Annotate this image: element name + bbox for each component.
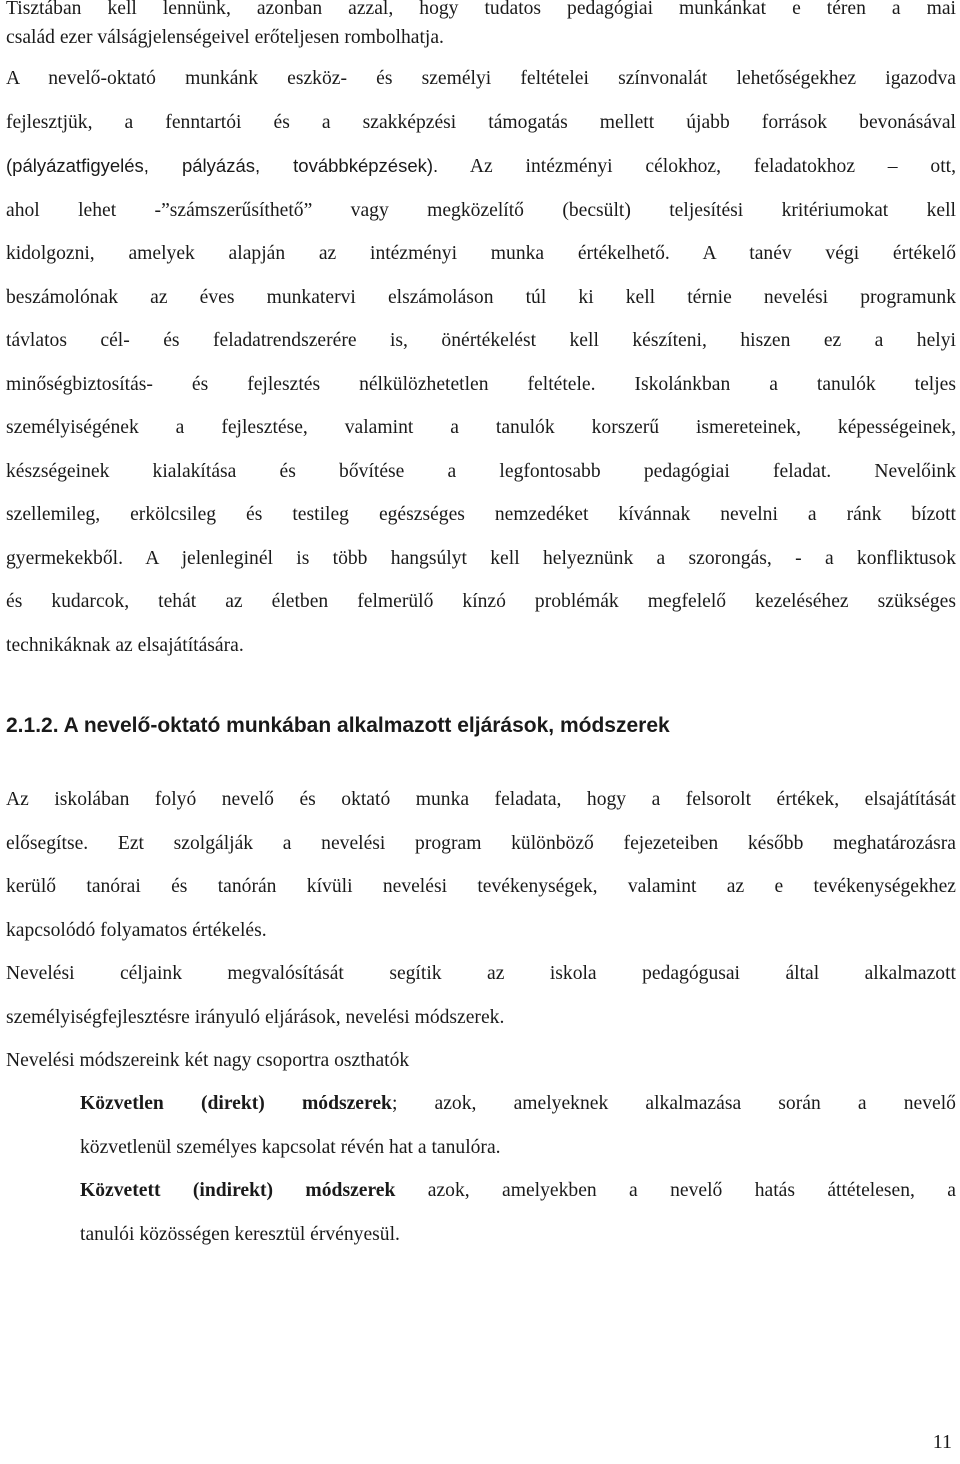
text-line: elősegítse. Ezt szolgálják a nevelési program különböző fejezeteiben később meghatározásra	[6, 832, 956, 854]
text-line: személyiségének a fejlesztése, valamint a tanulók korszerű ismereteinek, képességeinek,	[6, 417, 956, 438]
text-line: Az iskolában folyó nevelő és oktató munka feladata, hogy a felsorolt értékek, elsajátítását	[6, 789, 956, 810]
text-line: Nevelési céljaink megvalósítását segítik az iskola pedagógusai által alkalmazott	[6, 963, 956, 984]
paragraph-intro	[6, 0, 956, 52]
text-line: beszámolónak az éves munkatervi elszámoláson túl ki kell térnie nevelési programunk	[6, 286, 956, 308]
text-line: készségeinek kialakítása és bővítése a legfontosabb pedagógiai feladat. Nevelőink	[6, 460, 956, 482]
text-line	[80, 1082, 956, 1126]
section-heading: 2.1.2. A nevelő-oktató munkában alkalmazott eljárások, módszerek	[6, 714, 670, 737]
text-line: Tisztában kell lennünk, azonban azzal, hogy tudatos pedagógiai munkánkat e téren a mai	[6, 0, 956, 19]
text-run: Az intézményi célokhoz, feladatokhoz – ott,	[438, 156, 956, 177]
text-line: technikáknak az elsajátítására.	[6, 634, 244, 656]
term-direct: Közvetlen (direkt) módszerek	[80, 1093, 392, 1114]
text-line: Nevelési módszereink két nagy csoportra oszthatók	[6, 1050, 410, 1071]
list-item-direct	[6, 1082, 956, 1169]
text-line: A nevelő-oktató munkánk eszköz- és személyi feltételei színvonalát lehetőségekhez igazodva	[6, 68, 956, 89]
text-line: család ezer válságjelenségeivel erőteljesen rombolhatja.	[6, 27, 444, 48]
list-item-indirect	[6, 1169, 956, 1256]
text-line: személyiségfejlesztésre irányuló eljárások, nevelési módszerek.	[6, 1006, 505, 1028]
text-line: fejlesztjük, a fenntartói és a szakképzési támogatás mellett újabb források bevonásával	[6, 111, 956, 133]
text-line: minőségbiztosítás- és fejlesztés nélkülözhetetlen feltétele. Iskolánkban a tanulók teljes	[6, 373, 956, 395]
paragraph-methods	[6, 778, 956, 1083]
text-run: (pályázatfigyelés, pályázás, továbbképzések).	[6, 155, 439, 176]
text-line: szellemileg, erkölcsileg és testileg egészséges nemzedéket kívánnak nevelni a ránk bízott	[6, 504, 956, 525]
text-line: kerülő tanórai és tanórán kívüli nevelési tevékenységek, valamint az e tevékenységekhez	[6, 876, 956, 897]
paragraph-main	[6, 57, 956, 667]
text-line: ahol lehet -”számszerűsíthető” vagy megközelítő (becsült) teljesítési kritériumokat kell	[6, 199, 956, 221]
term-indirect: Közvetett (indirekt) módszerek	[80, 1180, 396, 1201]
text-line	[6, 144, 956, 189]
text-line: tanulói közösségen keresztül érvényesül.	[80, 1223, 400, 1245]
text-line: kidolgozni, amelyek alapján az intézményi munka értékelhető. A tanév végi értékelő	[6, 243, 956, 264]
text-line: és kudarcok, tehát az életben felmerülő kínzó problémák megfelelő kezeléséhez szükséges	[6, 591, 956, 612]
text-line: kapcsolódó folyamatos értékelés.	[6, 919, 267, 941]
text-run: ; azok, amelyeknek alkalmazása során a nevelő	[391, 1093, 956, 1114]
text-line: távlatos cél- és feladatrendszerére is, önértékelést kell készíteni, hiszen ez a helyi	[6, 330, 956, 351]
text-line: gyermekekből. A jelenleginél is több hangsúlyt kell helyeznünk a szorongás, - a konfliktusok	[6, 547, 956, 569]
text-line	[80, 1169, 956, 1213]
page-number: 11	[932, 1431, 952, 1453]
text-line: közvetlenül személyes kapcsolat révén hat a tanulóra.	[80, 1136, 501, 1158]
text-run: azok, amelyekben a nevelő hatás áttételesen, a	[395, 1180, 956, 1201]
